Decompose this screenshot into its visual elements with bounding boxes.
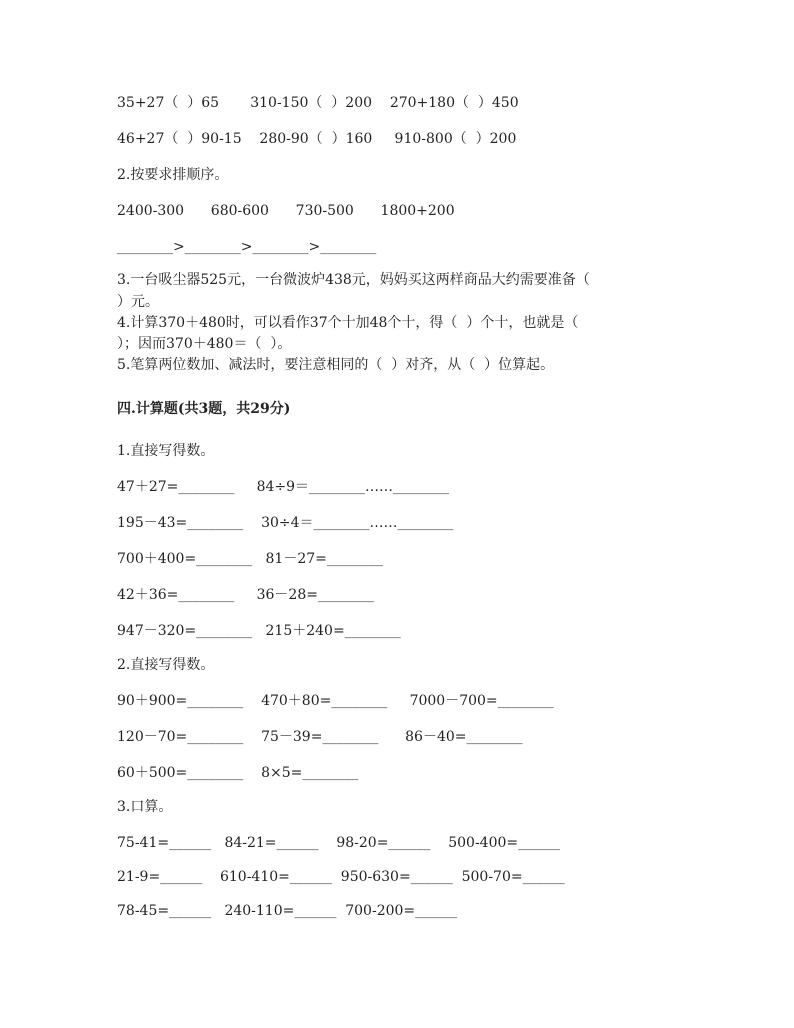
compare-row-1: 35+27（ ）65 310-150（ ）200 270+180（ ）450 (117, 95, 519, 111)
q3-line-2: ）元。 (117, 294, 159, 310)
q2-items: 2400-300 680-600 730-500 1800+200 (117, 203, 455, 219)
q3-line-1: 3.一台吸尘器525元，一台微波炉438元，妈妈买这两样商品大约需要准备（ (117, 272, 590, 288)
compare-row-2: 46+27（ ）90-15 280-90（ ）160 910-800（ ）200 (117, 131, 517, 147)
part3-row: 75-41=______ 84-21=______ 98-20=______ 500-400=______ (117, 835, 561, 851)
q4-line-1: 4.计算370＋480时，可以看作37个十加48个十，得（ ）个十，也就是（ (117, 315, 579, 331)
q2-blanks: ________>________>________>________ (117, 239, 377, 255)
part1-row: 700＋400=________ 81－27=________ (117, 551, 383, 567)
part1-row: 47＋27=________ 84÷9＝________……________ (117, 479, 450, 495)
part2-title: 2.直接写得数。 (117, 657, 215, 673)
part1-row: 195－43=________ 30÷4＝________……________ (117, 515, 454, 531)
q4-line-2: ）；因而370＋480＝（ ）。 (117, 336, 292, 352)
part2-row: 120－70=________ 75－39=________ 86－40=________ (117, 729, 523, 745)
part2-row: 60＋500=________ 8×5=________ (117, 765, 359, 781)
part3-row: 21-9=______ 610-410=______ 950-630=______ 500-70=______ (117, 869, 565, 885)
part1-row: 42＋36=________ 36－28=________ (117, 587, 374, 603)
part3-title: 3.口算。 (117, 799, 173, 815)
part1-title: 1.直接写得数。 (117, 443, 215, 459)
part1-row: 947－320=________ 215＋240=________ (117, 623, 401, 639)
section-4-title: 四.计算题(共3题，共29分) (117, 401, 291, 417)
q5-text: 5.笔算两位数加、减法时，要注意相同的（ ）对齐，从（ ）位算起。 (117, 357, 555, 373)
part3-row: 78-45=______ 240-110=______ 700-200=______ (117, 903, 458, 919)
q2-title: 2.按要求排顺序。 (117, 167, 229, 183)
part2-row: 90＋900=________ 470＋80=________ 7000－700=________ (117, 693, 554, 709)
